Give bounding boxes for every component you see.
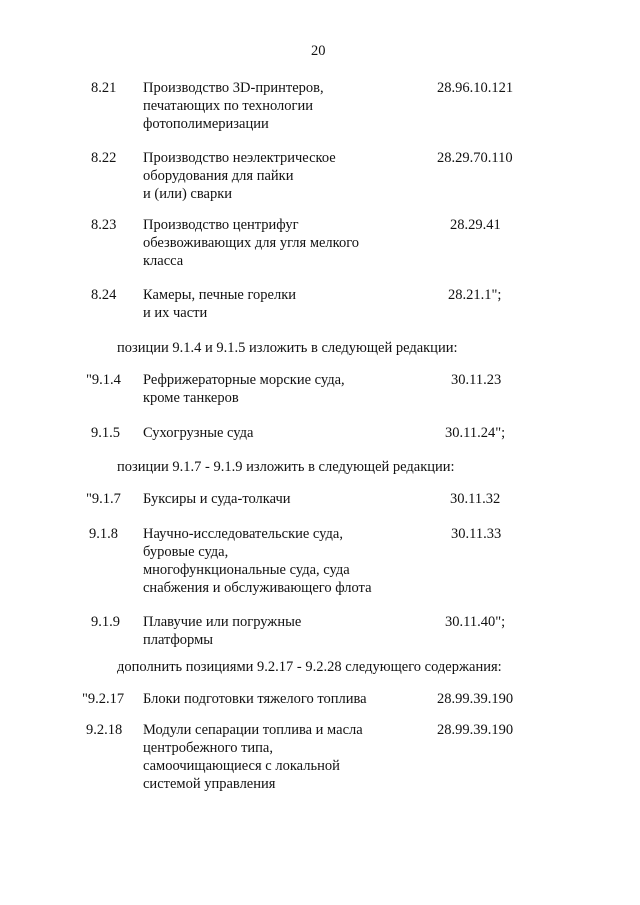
okpd-code: 28.99.39.190 <box>437 691 514 707</box>
item-number: 9.1.9 <box>91 614 120 630</box>
item-description-line: обезвоживающих для угля мелкого <box>143 235 360 251</box>
item-description-line: многофункциональные суда, суда <box>143 562 350 578</box>
item-description-line: Буксиры и суда-толкачи <box>143 491 291 507</box>
okpd-code: 28.96.10.121 <box>437 80 514 96</box>
item-number: "9.1.7 <box>86 491 121 507</box>
item-description-line: Камеры, печные горелки <box>143 287 297 303</box>
item-number: 8.24 <box>91 287 117 303</box>
item-description-line: и (или) сварки <box>143 186 233 202</box>
item-description-line: и их части <box>143 305 208 321</box>
item-description-line: самоочищающиеся с локальной <box>143 758 340 774</box>
item-description-line: Производство центрифуг <box>143 217 299 233</box>
okpd-code: 28.21.1"; <box>448 287 502 303</box>
item-description-line: Блоки подготовки тяжелого топлива <box>143 691 367 707</box>
item-number: 8.22 <box>91 150 117 166</box>
item-description-line: класса <box>143 253 184 269</box>
okpd-code: 28.29.41 <box>450 217 501 233</box>
item-number: 8.23 <box>91 217 117 233</box>
okpd-code: 30.11.40"; <box>445 614 506 630</box>
page-number: 20 <box>311 43 326 59</box>
item-number: 8.21 <box>91 80 117 96</box>
item-description-line: оборудования для пайки <box>143 168 294 184</box>
amendment-instruction: дополнить позициями 9.2.17 - 9.2.28 следующего содержания: <box>117 659 502 675</box>
item-number: 9.2.18 <box>86 722 123 738</box>
item-description-line: Производство неэлектрическое <box>143 150 336 166</box>
item-description-line: кроме танкеров <box>143 390 239 406</box>
item-description-line: Модули сепарации топлива и масла <box>143 722 363 738</box>
item-description-line: Сухогрузные суда <box>143 425 254 441</box>
item-description-line: платформы <box>143 632 213 648</box>
okpd-code: 28.99.39.190 <box>437 722 514 738</box>
okpd-code: 30.11.33 <box>451 526 502 542</box>
okpd-code: 28.29.70.110 <box>437 150 513 166</box>
item-description-line: Научно-исследовательские суда, <box>143 526 343 542</box>
item-description-line: центробежного типа, <box>143 740 273 756</box>
okpd-code: 30.11.32 <box>450 491 501 507</box>
amendment-instruction: позиции 9.1.7 - 9.1.9 изложить в следующей редакции: <box>117 459 455 475</box>
item-number: 9.1.8 <box>89 526 118 542</box>
item-number: 9.1.5 <box>91 425 120 441</box>
item-description-line: системой управления <box>143 776 276 792</box>
item-description-line: печатающих по технологии <box>143 98 314 114</box>
okpd-code: 30.11.23 <box>451 372 502 388</box>
item-description-line: буровые суда, <box>143 544 229 560</box>
item-description-line: Плавучие или погружные <box>143 614 302 630</box>
item-description-line: Рефрижераторные морские суда, <box>143 372 345 388</box>
item-number: "9.2.17 <box>82 691 125 707</box>
item-description-line: Производство 3D-принтеров, <box>143 80 324 96</box>
item-number: "9.1.4 <box>86 372 121 388</box>
amendment-instruction: позиции 9.1.4 и 9.1.5 изложить в следующей редакции: <box>117 340 458 356</box>
item-description-line: фотополимеризации <box>143 116 269 132</box>
item-description-line: снабжения и обслуживающего флота <box>143 580 372 596</box>
okpd-code: 30.11.24"; <box>445 425 506 441</box>
